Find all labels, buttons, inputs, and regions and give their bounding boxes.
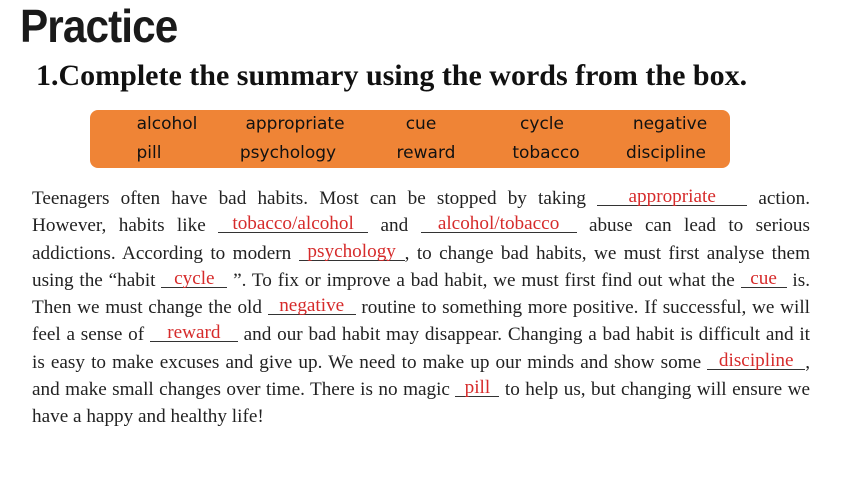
word-box: [90, 110, 730, 168]
answer-text: cycle: [174, 267, 215, 289]
word-box-item: cycle: [520, 114, 564, 134]
slide-title: Practice: [20, 0, 178, 52]
answer-blank[interactable]: [421, 215, 577, 233]
summary-passage: [32, 185, 810, 431]
word-box-item: pill: [136, 143, 162, 163]
answer-text: tobacco/alcohol: [232, 213, 354, 235]
passage-text: routine to something more positive. If successful, we will feel a sense of: [32, 297, 811, 346]
word-box-item: reward: [396, 143, 456, 163]
answer-blank[interactable]: [741, 267, 787, 289]
answer-blank[interactable]: [218, 215, 368, 233]
answer-blank[interactable]: [161, 267, 227, 289]
exercise-heading: 1.Complete the summary using the words from the box.: [36, 59, 748, 92]
passage-text: , to change bad habits, we must first analyse them using the “habit: [32, 242, 810, 291]
answer-text: cue: [750, 267, 777, 289]
passage-text: and our bad habit may disappear. Changing a bad habit is difficult and it is easy to make excuses and give up. We need to make up our minds and show some: [32, 324, 811, 373]
passage-text: to help us, but changing will ensure we have a happy and healthy life!: [32, 379, 810, 428]
passage-text: is. Then we must change the old: [32, 269, 811, 319]
passage-text: action. However, habits like: [32, 188, 811, 237]
answer-text: alcohol/tobacco: [437, 213, 560, 235]
answer-text: negative: [279, 295, 345, 317]
answer-text: appropriate: [628, 186, 716, 207]
word-box-item: appropriate: [245, 114, 345, 134]
word-box-item: tobacco: [512, 143, 580, 163]
answer-blank[interactable]: [707, 349, 805, 371]
word-box-item: alcohol: [136, 114, 198, 134]
answer-text: reward: [167, 322, 221, 344]
answer-text: psychology: [307, 240, 396, 262]
word-box-item: discipline: [626, 143, 706, 163]
word-box-item: psychology: [239, 143, 337, 163]
word-box-item: cue: [405, 114, 437, 134]
passage-text: ”. To fix or improve a bad habit, we must first find out what the: [233, 269, 735, 291]
answer-blank[interactable]: [597, 188, 747, 206]
answer-blank[interactable]: [150, 324, 238, 342]
passage-text: abuse can lead to serious addictions. According to modern: [32, 215, 810, 264]
word-box-item: negative: [632, 114, 708, 134]
passage-text: , and make small changes over time. There is no magic: [32, 351, 811, 401]
answer-text: discipline: [718, 349, 794, 371]
passage-text: and: [380, 215, 409, 237]
passage-text: Teenagers often have bad habits. Most can be stopped by taking: [32, 188, 587, 209]
answer-blank[interactable]: [268, 297, 356, 315]
answer-blank[interactable]: [299, 240, 405, 262]
answer-blank[interactable]: [455, 379, 499, 397]
answer-text: pill: [464, 377, 491, 399]
